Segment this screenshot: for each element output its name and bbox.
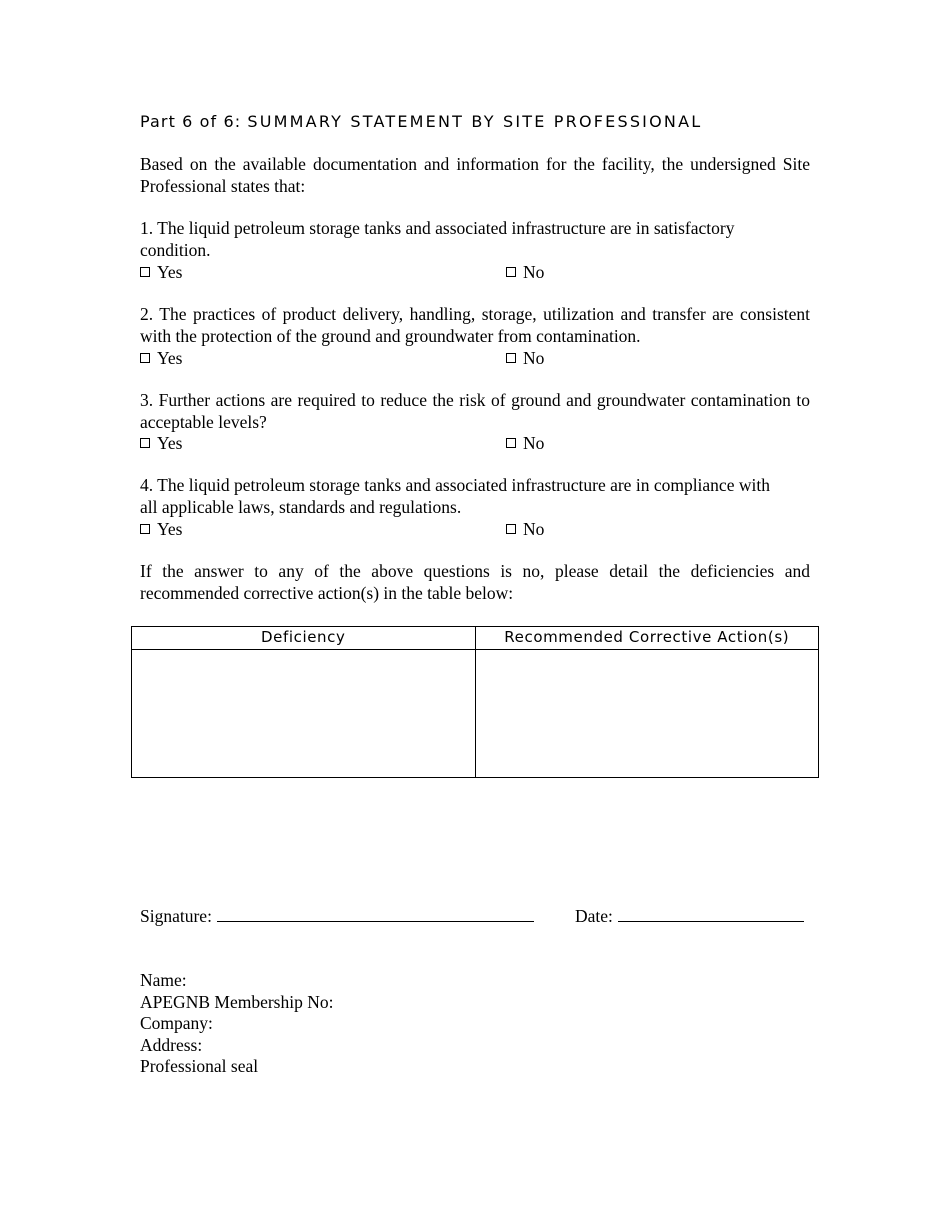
question-1-yes-option[interactable] (140, 262, 182, 284)
date-line[interactable] (618, 905, 804, 922)
no-label: No (523, 348, 545, 368)
yes-label: Yes (157, 348, 183, 368)
company-label: Company: (140, 1013, 213, 1033)
question-1-answers (140, 262, 810, 284)
deficiency-cell[interactable] (132, 649, 476, 777)
date-field (575, 905, 804, 928)
no-label: No (523, 433, 545, 453)
address-label: Address: (140, 1034, 203, 1055)
question-2-no-option[interactable] (506, 348, 544, 370)
question-2-text: 2. The practices of product delivery, handling, storage, utilization and transfer are consistent with the protection of the ground and groundwater from contamination. (140, 304, 810, 346)
checkbox-icon[interactable] (140, 524, 150, 534)
professional-details (140, 970, 333, 1078)
intro-text: Based on the available documentation and information for the facility, the undersigned Site Professional states that: (140, 154, 810, 196)
checkbox-icon[interactable] (506, 353, 516, 363)
question-4-text: 4. The liquid petroleum storage tanks and associated infrastructure are in compliance with all applicable laws, standards and regulations. (140, 475, 770, 517)
question-1-text: 1. The liquid petroleum storage tanks and associated infrastructure are in satisfactory condition. (140, 218, 735, 260)
question-4-yes-option[interactable] (140, 519, 182, 541)
deficiency-table (131, 626, 819, 778)
question-3-text: 3. Further actions are required to reduce the risk of ground and groundwater contamination to acceptable levels? (140, 390, 810, 432)
table-row (132, 649, 819, 777)
no-label: No (523, 262, 545, 282)
signature-label: Signature: (140, 906, 212, 926)
signature-field (140, 905, 534, 928)
question-3-answers (140, 433, 810, 455)
question-3-no-option[interactable] (506, 433, 544, 455)
question-1-no-option[interactable] (506, 262, 544, 284)
corrective-action-cell[interactable] (475, 649, 819, 777)
deficiency-instructions: If the answer to any of the above questions is no, please detail the deficiencies and recommended corrective action(s) in the table below: (140, 561, 810, 603)
checkbox-icon[interactable] (140, 267, 150, 277)
corrective-action-column-header: Recommended Corrective Action(s) (475, 627, 819, 650)
deficiency-column-header: Deficiency (132, 627, 476, 650)
no-label: No (523, 519, 545, 539)
question-2-yes-option[interactable] (140, 348, 182, 370)
yes-label: Yes (157, 262, 183, 282)
question-3-yes-option[interactable] (140, 433, 182, 455)
membership-label: APEGNB Membership No: (140, 991, 334, 1012)
checkbox-icon[interactable] (506, 438, 516, 448)
checkbox-icon[interactable] (140, 438, 150, 448)
name-label: Name: (140, 970, 187, 990)
yes-label: Yes (157, 433, 183, 453)
seal-label: Professional seal (140, 1056, 259, 1076)
checkbox-icon[interactable] (506, 524, 516, 534)
yes-label: Yes (157, 519, 183, 539)
heading-title: SUMMARY STATEMENT BY SITE PROFESSIONAL (247, 112, 703, 131)
question-4-no-option[interactable] (506, 519, 544, 541)
question-2-answers (140, 348, 810, 370)
checkbox-icon[interactable] (140, 353, 150, 363)
checkbox-icon[interactable] (506, 267, 516, 277)
signature-line[interactable] (217, 905, 534, 922)
table-header-row (132, 627, 819, 650)
section-heading (140, 111, 702, 133)
date-label: Date: (575, 906, 613, 926)
question-4-answers (140, 519, 810, 541)
heading-prefix: Part 6 of 6: (140, 112, 242, 131)
